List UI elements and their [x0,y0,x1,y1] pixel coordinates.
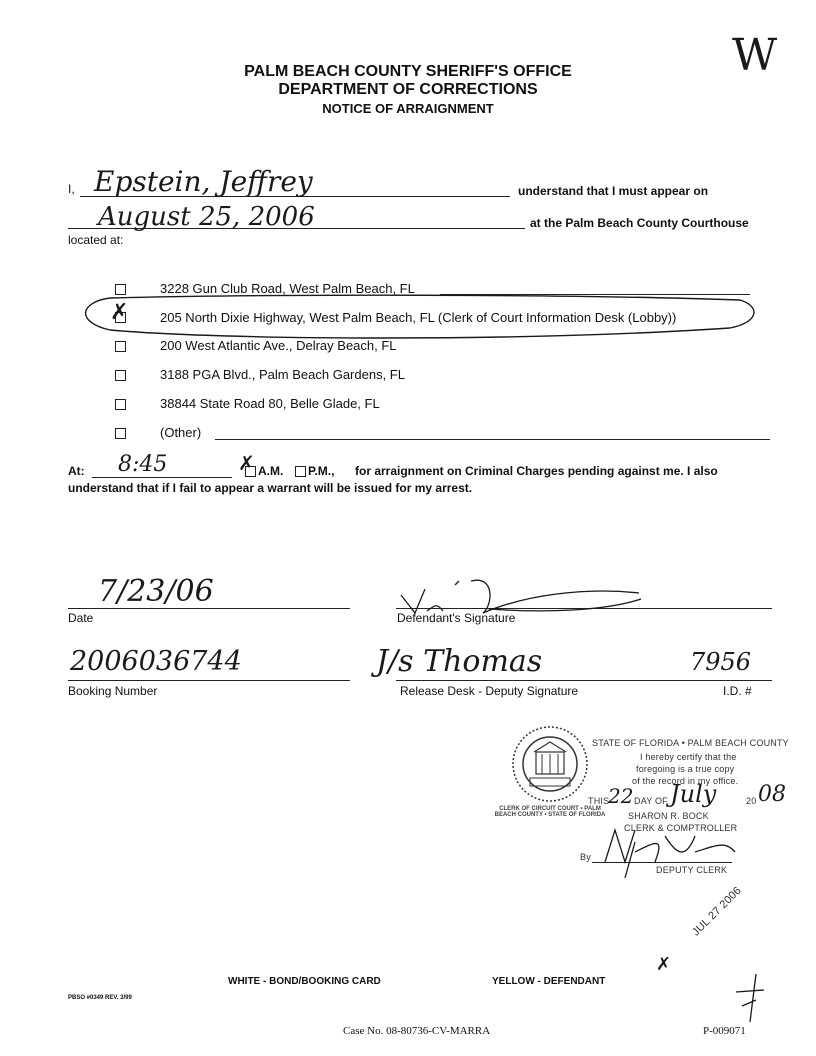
department-title: DEPARTMENT OF CORRECTIONS [278,81,538,98]
circled-selection-mark [70,280,770,350]
location-label-6: (Other) [160,425,202,440]
clerk-title: CLERK & COMPTROLLER [624,823,738,833]
this-label: THIS [588,796,610,806]
case-number: Case No. 08-80736-CV-MARRA [343,1025,491,1037]
sheriff-office-title: PALM BEACH COUNTY SHERIFF'S OFFICE [244,63,572,80]
stamp-initial: ✗ [656,954,672,975]
prefix-label: I, [68,182,75,196]
deputy-signature-line [396,680,772,681]
checkbox-x-mark: ✗ [110,300,129,325]
certification-state-line: STATE OF FLORIDA • PALM BEACH COUNTY [592,738,789,748]
deputy-clerk-label: DEPUTY CLERK [656,865,728,875]
yellow-copy-label: YELLOW - DEFENDANT [492,976,606,987]
seal-text: CLERK OF CIRCUIT COURT • PALM BEACH COUNTY • STATE OF FLORIDA [494,806,606,818]
certification-year: 08 [758,782,786,807]
located-label: located at: [68,233,124,247]
location-label-4: 3188 PGA Blvd., Palm Beach Gardens, FL [160,367,405,382]
am-label: A.M. [258,464,284,478]
charges-text-line1: for arraignment on Criminal Charges pending against me. I also [355,464,718,478]
county-seal [510,724,590,804]
certification-text-1: I hereby certify that the [640,752,737,762]
courthouse-text: at the Palm Beach County Courthouse [530,216,749,230]
year-prefix: 20 [746,796,757,806]
day-of-label: DAY OF [634,796,668,806]
defendant-signature-label: Defendant's Signature [397,611,516,625]
certification-day: 22 [608,784,634,808]
booking-number-line [68,680,350,681]
notice-title: NOTICE OF ARRAIGNMENT [322,101,494,116]
white-copy-label: WHITE - BOND/BOOKING CARD [228,976,381,987]
time-line [92,477,232,478]
clerk-name: SHARON R. BOCK [628,811,709,821]
booking-number-label: Booking Number [68,684,158,698]
other-location-line [215,439,770,440]
signed-date: 7/23/06 [98,574,214,609]
page-id: P-009071 [703,1025,746,1037]
corner-initial-mark [730,972,770,1024]
appearance-time: 8:45 [118,452,168,477]
location-label-5: 38844 State Road 80, Belle Glade, FL [160,396,380,411]
certification-text-2: foregoing is a true copy [636,764,735,774]
defendant-name: Epstein, Jeffrey [94,165,313,198]
am-check-mark: ✗ [238,451,255,475]
location-checkbox-4[interactable] [115,370,126,381]
pm-checkbox[interactable] [295,466,306,477]
deputy-id-label: I.D. # [723,684,752,698]
booking-number-value: 2006036744 [70,646,242,677]
pm-label: P.M., [308,464,335,478]
deputy-id-value: 7956 [690,648,752,676]
by-label: By [580,852,591,862]
location-label-3: 200 West Atlantic Ave., Delray Beach, FL [160,338,397,353]
location-checkbox-5[interactable] [115,399,126,410]
date-label: Date [68,611,94,625]
certification-text-3: of the record in my office. [632,776,739,786]
deputy-signature: J/s Thomas [376,644,543,679]
appear-text: understand that I must appear on [518,184,709,198]
charges-text-line2: understand that if I fail to appear a warrant will be issued for my arrest. [68,481,473,495]
certification-month: July [670,780,717,808]
corner-mark: W [732,30,778,81]
location-label-2: 205 North Dixie Highway, West Palm Beach, FL (Clerk of Court Information Desk (Lobby)) [160,310,677,325]
form-number: PBSO #0349 REV. 3/99 [68,995,132,1001]
deputy-signature-label: Release Desk - Deputy Signature [400,684,579,698]
at-label: At: [68,464,85,478]
location-checkbox-6[interactable] [115,428,126,439]
deputy-clerk-line [592,862,732,863]
received-date-stamp: JUL 27 2006 [690,884,744,939]
location-label-1: 3228 Gun Club Road, West Palm Beach, FL [160,281,415,296]
appearance-date: August 25, 2006 [98,202,315,232]
